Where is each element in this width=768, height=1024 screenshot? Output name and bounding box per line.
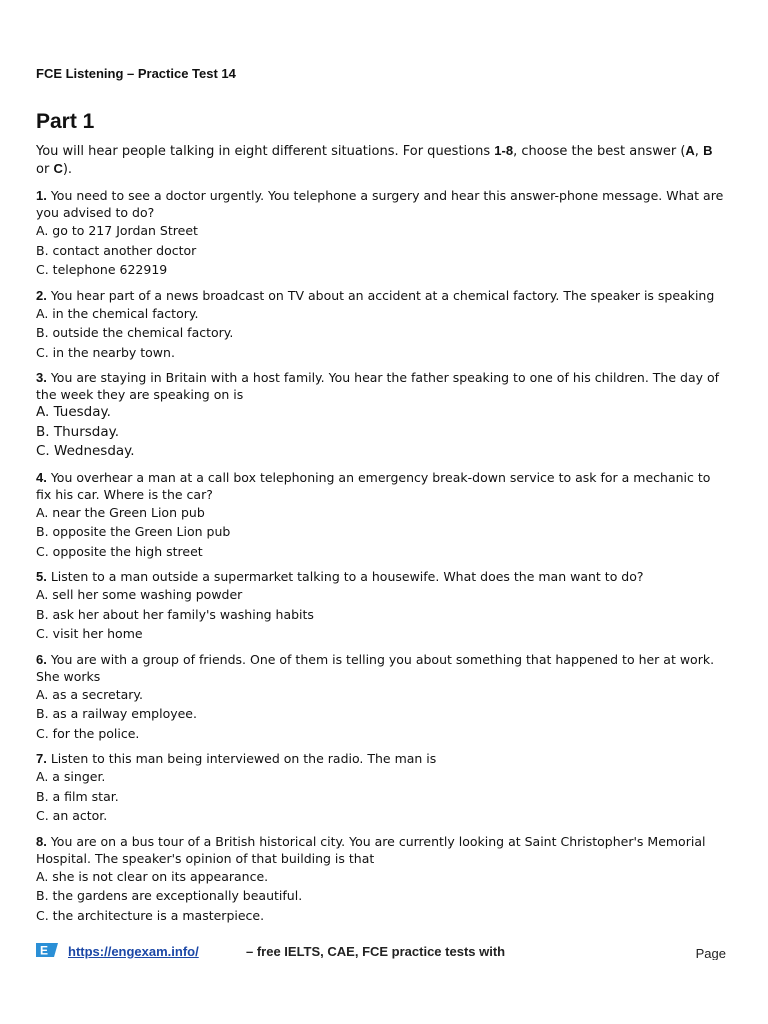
question-number: 1. (36, 188, 47, 203)
question-5 (36, 568, 726, 644)
answer-option-b: B. outside the chemical factory. (36, 325, 234, 340)
question-text (36, 651, 726, 685)
intro-end: ). (62, 162, 73, 177)
question-text (36, 187, 726, 221)
page-label: Page (695, 946, 726, 960)
question-text (36, 469, 726, 503)
answer-option-b: B. contact another doctor (36, 242, 197, 258)
engexam-logo-icon (36, 943, 58, 957)
question-6 (36, 651, 726, 744)
question-number: 8. (36, 833, 47, 849)
intro-c: C (53, 161, 63, 176)
question-number: 5. (36, 569, 47, 584)
question-text (36, 833, 726, 867)
site-link[interactable]: https://engexam.info/ (68, 944, 199, 959)
answer-option-c: C. an actor. (36, 808, 108, 823)
answer-option-b: B. as a railway employee. (36, 706, 197, 721)
answer-option-a: A. near the Green Lion pub (36, 504, 205, 520)
question-text (36, 568, 726, 585)
question-prompt: You need to see a doctor urgently. You telephone a surgery and hear this answer-phone message. What are you advised to do? (36, 188, 724, 220)
answer-option-c: C. opposite the high street (36, 543, 203, 559)
svg-text:E: E (40, 943, 49, 957)
answer-option-a: A. go to 217 Jordan Street (36, 223, 198, 238)
intro-pre: You will hear people talking in eight different situations. For questions (36, 144, 495, 159)
answer-option-c: C. the architecture is a masterpiece. (36, 907, 265, 923)
intro-a: A (685, 143, 695, 158)
question-text (36, 369, 726, 403)
question-number: 2. (36, 287, 47, 303)
question-prompt: You are with a group of friends. One of them is telling you about something that happened to her at work. She works (36, 651, 715, 684)
answer-option-b: B. opposite the Green Lion pub (36, 524, 231, 539)
question-prompt: You are staying in Britain with a host family. You hear the father speaking to one of his children. The day of the week they are speaking on is (36, 370, 720, 402)
answer-option-b: B. ask her about her family's washing habits (36, 606, 314, 622)
part-instructions (36, 142, 726, 178)
answer-option-a: A. sell her some washing powder (36, 587, 243, 602)
question-number: 3. (36, 370, 47, 385)
questions-content (36, 142, 726, 932)
answer-option-a: A. in the chemical factory. (36, 305, 199, 321)
answer-option-b: B. the gardens are exceptionally beautiful. (36, 888, 303, 903)
question-3 (36, 369, 726, 462)
intro-or: or (36, 162, 54, 177)
question-2 (36, 287, 726, 363)
answer-option-a: A. Tuesday. (36, 404, 111, 420)
question-prompt: You are on a bus tour of a British historical city. You are currently looking at Saint Christopher's Memorial Hospital. The speaker's opinion of that building is that (36, 833, 706, 866)
answer-option-c: C. telephone 622919 (36, 262, 168, 277)
answer-option-b: B. Thursday. (36, 423, 119, 440)
question-4 (36, 469, 726, 562)
question-number: 6. (36, 651, 47, 667)
question-prompt: You overhear a man at a call box telephoning an emergency break-down service to ask for a mechanic to fix his car. Where is the car? (36, 469, 711, 502)
question-1 (36, 187, 726, 280)
question-7 (36, 750, 726, 826)
intro-range: 1-8 (494, 143, 514, 158)
answer-option-a: A. she is not clear on its appearance. (36, 868, 269, 884)
page-footer (36, 940, 728, 960)
document-title: FCE Listening – Practice Test 14 (36, 66, 236, 81)
question-prompt: Listen to this man being interviewed on the radio. The man is (50, 751, 437, 766)
answer-option-a: A. as a secretary. (36, 686, 143, 702)
question-prompt: Listen to a man outside a supermarket talking to a housewife. What does the man want to do? (50, 569, 644, 584)
intro-b: B (703, 143, 713, 158)
question-number: 4. (36, 469, 47, 485)
question-8 (36, 833, 726, 926)
answer-option-a: A. a singer. (36, 769, 106, 784)
question-text (36, 287, 726, 304)
part-heading: Part 1 (36, 110, 95, 133)
question-prompt: You hear part of a news broadcast on TV about an accident at a chemical factory. The speaker is speaking (50, 287, 715, 303)
intro-comma: , (694, 144, 704, 159)
question-text (36, 750, 726, 767)
answer-option-c: C. Wednesday. (36, 443, 135, 459)
answer-option-c: C. visit her home (36, 626, 143, 641)
answer-option-c: C. in the nearby town. (36, 344, 175, 360)
answer-option-b: B. a film star. (36, 788, 119, 804)
answer-option-c: C. for the police. (36, 725, 140, 741)
intro-mid: , choose the best answer ( (513, 144, 686, 159)
question-number: 7. (36, 751, 47, 766)
footer-tagline: – free IELTS, CAE, FCE practice tests with (246, 944, 506, 959)
